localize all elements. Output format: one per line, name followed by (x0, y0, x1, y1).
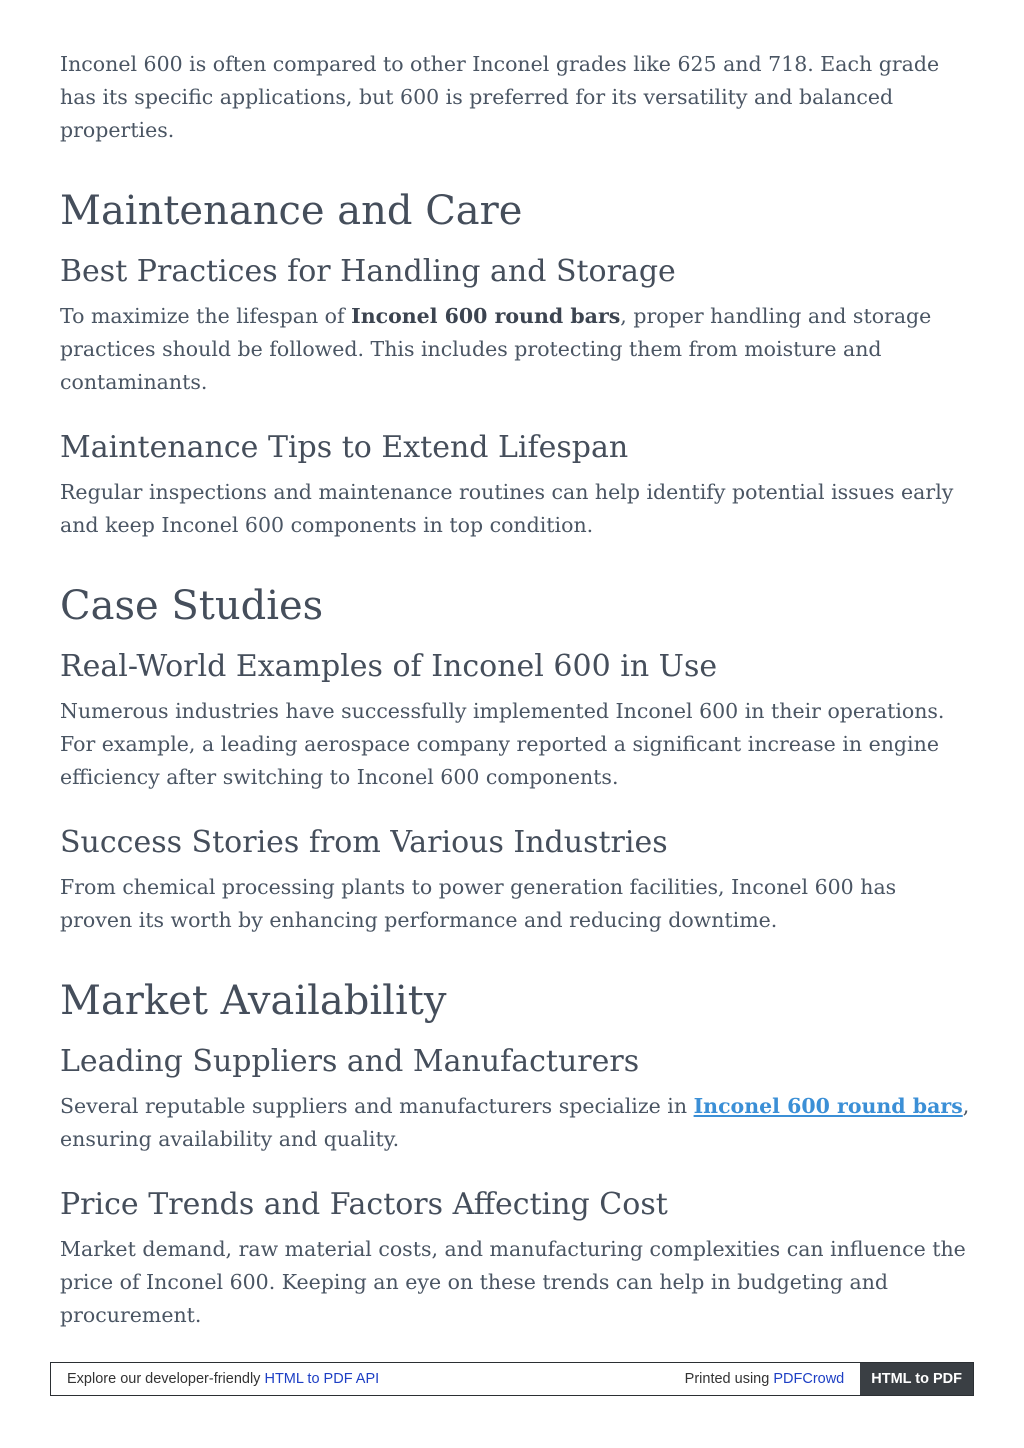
case-studies-heading: Case Studies (60, 583, 324, 629)
handling-heading: Best Practices for Handling and Storage (60, 254, 676, 289)
suppliers-paragraph (60, 1090, 970, 1156)
handling-bold-term: Inconel 600 round bars (351, 304, 621, 328)
examples-heading: Real-World Examples of Inconel 600 in Use (60, 649, 718, 684)
pdf-footer-bar (50, 1362, 974, 1396)
footer-printed-text: Printed using (684, 1371, 774, 1387)
suppliers-text-after: , ensuring availability and quality. (60, 1094, 970, 1151)
tips-paragraph: Regular inspections and maintenance routines can help identify potential issues early and keep Inconel 600 components in top condition. (60, 480, 954, 537)
html-to-pdf-api-link[interactable]: HTML to PDF API (264, 1371, 380, 1387)
intro-paragraph: Inconel 600 is often compared to other Inconel grades like 625 and 718. Each grade has its specific applications, but 600 is preferred for its versatility and balanced properties. (60, 52, 940, 142)
footer-explore-text: Explore our developer-friendly (67, 1371, 265, 1387)
tips-heading: Maintenance Tips to Extend Lifespan (60, 430, 629, 465)
suppliers-heading: Leading Suppliers and Manufacturers (60, 1044, 640, 1079)
market-heading: Market Availability (60, 978, 447, 1024)
examples-paragraph: Numerous industries have successfully implemented Inconel 600 in their operations. For example, a leading aerospace company reported a significant increase in engine efficiency after switching to Inconel 600 components. (60, 699, 945, 789)
html-to-pdf-badge[interactable]: HTML to PDF (860, 1363, 973, 1395)
footer-explore (51, 1371, 685, 1387)
price-heading: Price Trends and Factors Affecting Cost (60, 1187, 668, 1222)
handling-text-after: , proper handling and storage practices should be followed. This includes protecting them from moisture and contaminants. (60, 304, 932, 394)
handling-paragraph (60, 300, 970, 399)
handling-text-before: To maximize the lifespan of (60, 304, 352, 328)
suppliers-text-before: Several reputable suppliers and manufacturers specialize in (60, 1094, 694, 1118)
price-paragraph: Market demand, raw material costs, and manufacturing complexities can influence the price of Inconel 600. Keeping an eye on these trends can help in budgeting and procurement. (60, 1237, 966, 1327)
success-paragraph: From chemical processing plants to power generation facilities, Inconel 600 has proven its worth by enhancing performance and reducing downtime. (60, 875, 897, 932)
maintenance-heading: Maintenance and Care (60, 188, 523, 234)
footer-printed (685, 1371, 861, 1387)
success-heading: Success Stories from Various Industries (60, 825, 668, 860)
pdfcrowd-link[interactable]: PDFCrowd (773, 1371, 845, 1387)
round-bars-link[interactable]: Inconel 600 round bars (693, 1094, 963, 1118)
document-content (60, 44, 970, 1332)
